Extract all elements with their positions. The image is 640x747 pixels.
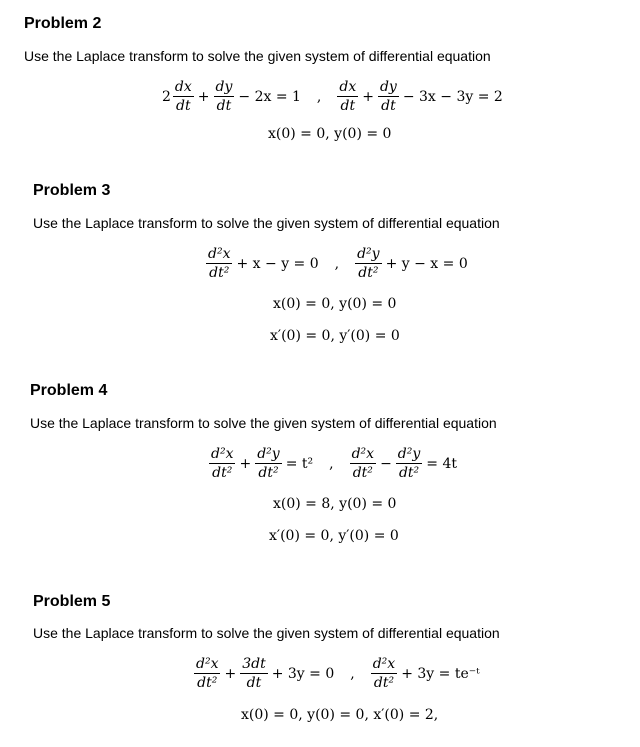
initial-derivative-conditions: x′(0) = 0, y′(0) = 0: [270, 328, 400, 344]
problem-4-title: Problem 4: [30, 382, 108, 399]
problem-3-title: Problem 3: [33, 182, 111, 199]
initial-conditions: x(0) = 0, y(0) = 0: [268, 126, 392, 142]
problem-3-equations: [204, 246, 470, 281]
derivative-fraction: $\frac{\text{d²x}}{\text{dt²}}$: [196, 656, 219, 691]
derivative-fraction: $\frac{dy}{dt}$: [379, 79, 397, 114]
equation-separator: ,: [316, 88, 322, 105]
derivative-fraction: $\frac{\text{d²x}}{\text{dt²}}$: [372, 656, 396, 691]
problem-5-equations: $\frac{\text{d²x}}{\text{dt²}}$ + $\frac{3dt}{dt}$ + 3y = 0 , $\frac{\text{d²x}}{\text{dt²}}$ + 3y = te⁻ᵗ: [196, 656, 480, 691]
initial-conditions: x(0) = 8, y(0) = 0: [273, 496, 397, 512]
problem-4-instructions: Use the Laplace transform to solve the given system of differential equation: [30, 415, 497, 431]
derivative-fraction: $\frac{\text{d²y}}{\text{dt²}}$: [397, 446, 421, 481]
initial-conditions: x(0) = 0, y(0) = 0, x′(0) = 2,: [241, 707, 439, 723]
derivative-fraction: $\frac{dx}{dt}$: [339, 79, 357, 114]
equation-tail: − 3x − 3y = 2: [402, 88, 503, 105]
derivative-fraction: $\frac{\text{d²x}}{\text{dt²}}$: [211, 446, 234, 481]
derivative-fraction: $\frac{\text{d²y}}{\text{dt²}}$: [257, 446, 280, 481]
derivative-fraction: $\frac{\text{d²x}}{\text{dt²}}$: [208, 246, 231, 281]
equation-tail: + y − x = 0: [385, 255, 468, 272]
problem-3-instructions: Use the Laplace transform to solve the given system of differential equation: [33, 215, 500, 231]
equation-tail: + 3y = te⁻ᵗ: [401, 665, 480, 682]
equation-separator: ,: [329, 455, 334, 472]
equation-tail: = 4t: [426, 455, 457, 472]
problem-2-equations: 2 $\frac{dx}{dt}$ + $\frac{dy}{dt}$ − 2x = 1 , $\frac{dx}{dt}$ + $\frac{dy}{dt}$ − 3x − 3y = 2: [162, 79, 503, 114]
derivative-fraction: $\frac{\text{d²y}}{\text{dt²}}$: [357, 246, 380, 281]
coefficient: 2: [162, 88, 171, 105]
equation-tail: + x − y = 0: [236, 255, 319, 272]
equation-tail: = t²: [285, 455, 314, 472]
derivative-fraction: $\frac{3dt}{dt}$: [242, 656, 266, 691]
equation-tail: − 2x = 1: [238, 88, 301, 105]
problem-5-instructions: Use the Laplace transform to solve the given system of differential equation: [33, 625, 500, 641]
initial-derivative-conditions: x′(0) = 0, y′(0) = 0: [269, 528, 399, 544]
problem-2-title: Problem 2: [24, 15, 102, 32]
problem-5-title: Problem 5: [33, 593, 111, 610]
derivative-fraction: $\frac{dy}{dt}$: [215, 79, 233, 114]
equation-tail: + 3y = 0: [271, 665, 335, 682]
initial-conditions: x(0) = 0, y(0) = 0: [273, 296, 397, 312]
equation-separator: ,: [334, 255, 340, 272]
problem-2-instructions: Use the Laplace transform to solve the given system of differential equation: [24, 48, 491, 64]
problem-4-equations: $\frac{\text{d²x}}{\text{dt²}}$ + $\frac{\text{d²y}}{\text{dt²}}$ = t² , $\frac{\text{d²x}}{\text{dt²}}$ − $\frac{\text{d²y}}{\text{dt²}}$ = 4t: [211, 446, 457, 481]
equation-separator: ,: [350, 665, 355, 682]
derivative-fraction: $\frac{\text{d²x}}{\text{dt²}}$: [351, 446, 375, 481]
derivative-fraction: $\frac{dx}{dt}$: [174, 79, 192, 114]
